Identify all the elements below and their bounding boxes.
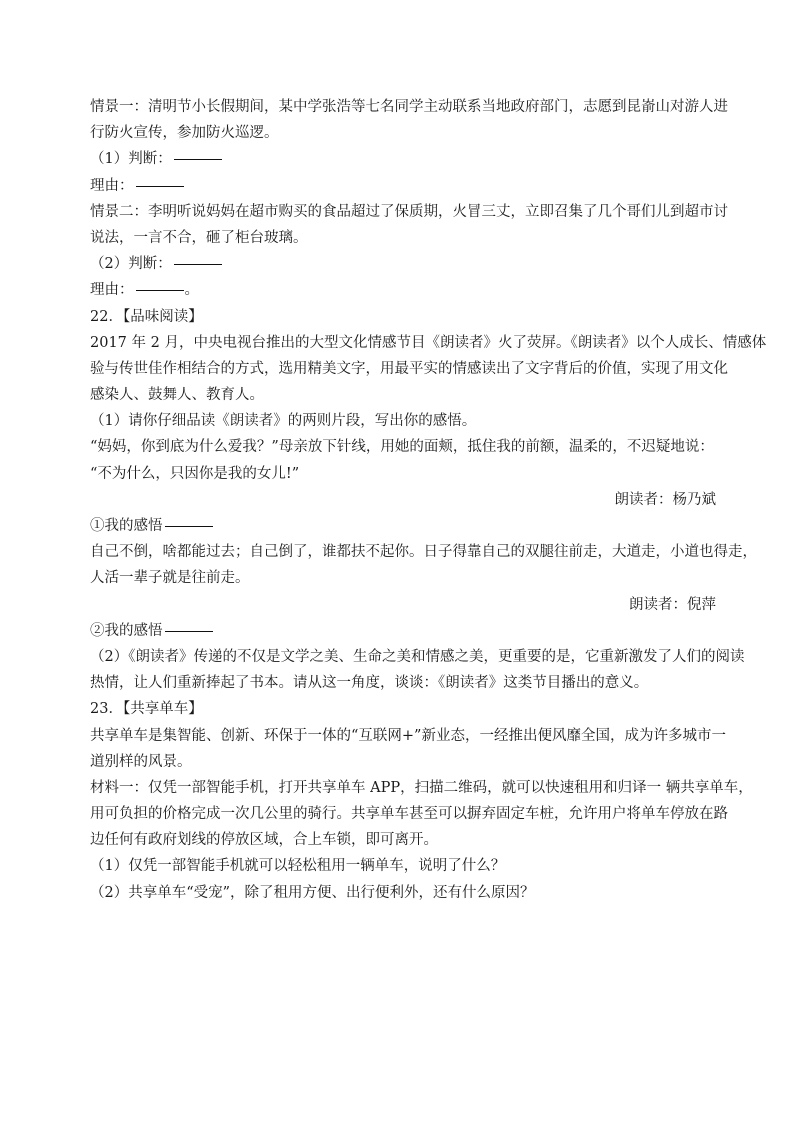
q22-intro-line-3: 感染人、鼓舞人、教育人。 — [90, 387, 264, 404]
judgment-1-blank[interactable] — [174, 159, 222, 160]
document-page — [90, 94, 767, 906]
q22-intro-line-1: 2017 年 2 月，中央电视台推出的大型文化情感节目《朗读者》火了荧屏。《朗读者》以个人成长、情感体 — [90, 334, 767, 351]
q23-task-1: （1）仅凭一部智能手机就可以轻松租用一辆单车，说明了什么？ — [90, 858, 506, 875]
q23-task-2: （2）共享单车“受宠”，除了租用方便、出行便利外，还有什么原因？ — [90, 884, 535, 901]
q22-intro-line-2: 验与传世佳作相结合的方式，选用精美文字，用最平实的情感读出了文字背后的价值，实现了用文化 — [90, 360, 728, 377]
q23-intro-line-1: 共享单车是集智能、创新、环保于一体的“互联网+”新业态，一经推出便风靡全国，成为许多城市一 — [90, 727, 726, 744]
reason-1 — [90, 173, 716, 199]
q22-feeling-2-blank[interactable] — [165, 631, 213, 632]
reason-1-label: 理由： — [90, 177, 134, 194]
q22-task-1: （1）请你仔细品读《朗读者》的两则片段，写出你的感悟。 — [90, 413, 477, 430]
reason-1-blank[interactable] — [136, 186, 184, 187]
reason-2-end: 。 — [184, 282, 199, 299]
q22-quote-2-line-1: 自己不倒，啥都能过去；自己倒了，谁都扶不起你。日子得靠自己的双腿往前走，大道走，小道也得走， — [90, 544, 757, 561]
q22-task-2-line-1: （2）《朗读者》传递的不仅是文学之美、生命之美和情感之美，更重要的是，它重新激发了人们的阅读 — [90, 648, 745, 665]
q22-reader-2: 朗读者：倪萍 — [629, 596, 716, 613]
q22-quote-2-line-2: 人活一辈子就是往前走。 — [90, 570, 250, 587]
scenario-2-line-1: 情景二：李明听说妈妈在超市购买的食品超过了保质期，火冒三丈，立即召集了几个哥们儿到超市讨 — [90, 203, 728, 220]
scenario-2-line-2: 说法，一言不合，砸了柜台玻璃。 — [90, 229, 308, 246]
scenario-1-line-2: 行防火宣传，参加防火巡逻。 — [90, 125, 279, 142]
q22-reader-1: 朗读者：杨乃斌 — [614, 491, 716, 508]
judgment-1-label: （1）判断： — [90, 151, 172, 168]
question-23-heading: 23．【共享单车】 — [90, 701, 203, 718]
reason-2-label: 理由： — [90, 282, 134, 299]
q23-material-1-line-2: 用可负担的价格完成一次几公里的骑行。共享单车甚至可以摒弃固定车桩，允许用户将单车停放在路 — [90, 806, 728, 823]
judgment-1 — [90, 146, 716, 172]
judgment-2-label: （2）判断： — [90, 256, 172, 273]
q22-feeling-1 — [90, 513, 716, 539]
q22-task-2-line-2: 热情，让人们重新捧起了书本。请从这一角度，谈谈：《朗读者》这类节目播出的意义。 — [90, 675, 649, 692]
q22-feeling-1-blank[interactable] — [165, 526, 213, 527]
q22-quote-1-line-2: “不为什么，只因你是我的女儿!” — [90, 465, 300, 482]
q23-material-1-line-1: 材料一：仅凭一部智能手机，打开共享单车 APP，扫描二维码，就可以快速租用和归译一 辆共享单车， — [90, 779, 753, 796]
q23-material-1-line-3: 边任何有政府划线的停放区域，合上车锁，即可离开。 — [90, 832, 438, 849]
q22-quote-1-line-1: “妈妈，你到底为什么爱我？”母亲放下针线，用她的面颊，抵住我的前额，温柔的，不迟疑地说： — [90, 439, 714, 456]
q22-feeling-2-label: ②我的感悟 — [90, 622, 163, 639]
q22-feeling-2 — [90, 618, 716, 644]
judgment-2-blank[interactable] — [174, 264, 222, 265]
scenario-1-line-1: 情景一：清明节小长假期间，某中学张浩等七名同学主动联系当地政府部门，志愿到昆嵛山对游人进 — [90, 99, 728, 115]
question-22-heading: 22．【品味阅读】 — [90, 308, 203, 325]
q23-intro-line-2: 道别样的风景。 — [90, 753, 192, 770]
reason-2-blank[interactable] — [136, 290, 184, 291]
judgment-2 — [90, 251, 716, 277]
reason-2 — [90, 277, 716, 303]
q22-feeling-1-label: ①我的感悟 — [90, 518, 163, 534]
